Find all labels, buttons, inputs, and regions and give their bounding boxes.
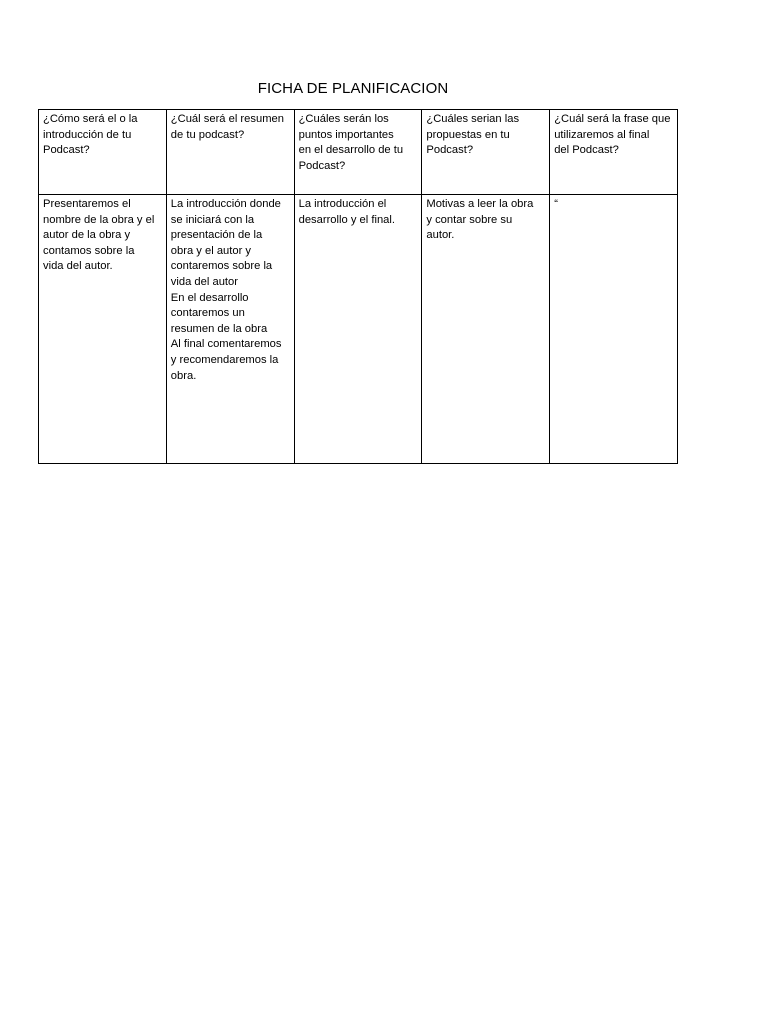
- question-cell-key-points: ¿Cuáles serán los puntos importantes en el desarrollo de tu Podcast?: [294, 110, 422, 195]
- question-cell-summary: ¿Cuál será el resumen de tu podcast?: [166, 110, 294, 195]
- answer-cell-introduction: Presentaremos el nombre de la obra y el autor de la obra y contamos sobre la vida del autor.: [39, 195, 167, 464]
- answer-row: [39, 195, 678, 464]
- page-title: FICHA DE PLANIFICACION: [257, 80, 449, 97]
- question-cell-proposals: ¿Cuáles serian las propuestas en tu Podcast?: [422, 110, 550, 195]
- answer-cell-proposals: Motivas a leer la obra y contar sobre su autor.: [422, 195, 550, 464]
- question-cell-introduction: ¿Cómo será el o la introducción de tu Podcast?: [39, 110, 167, 195]
- answer-cell-summary: La introducción donde se iniciará con la presentación de la obra y el autor y contaremos sobre la vida del autor En el desarrollo contaremos un resumen de la obra Al final comentaremos y recomendaremos la obra.: [166, 195, 294, 464]
- question-cell-closing-phrase: ¿Cuál será la frase que utilizaremos al final del Podcast?: [550, 110, 678, 195]
- question-row: [39, 110, 678, 195]
- planning-table: [38, 109, 678, 464]
- answer-cell-key-points: La introducción el desarrollo y el final.: [294, 195, 422, 464]
- answer-cell-closing-phrase: “: [550, 195, 678, 464]
